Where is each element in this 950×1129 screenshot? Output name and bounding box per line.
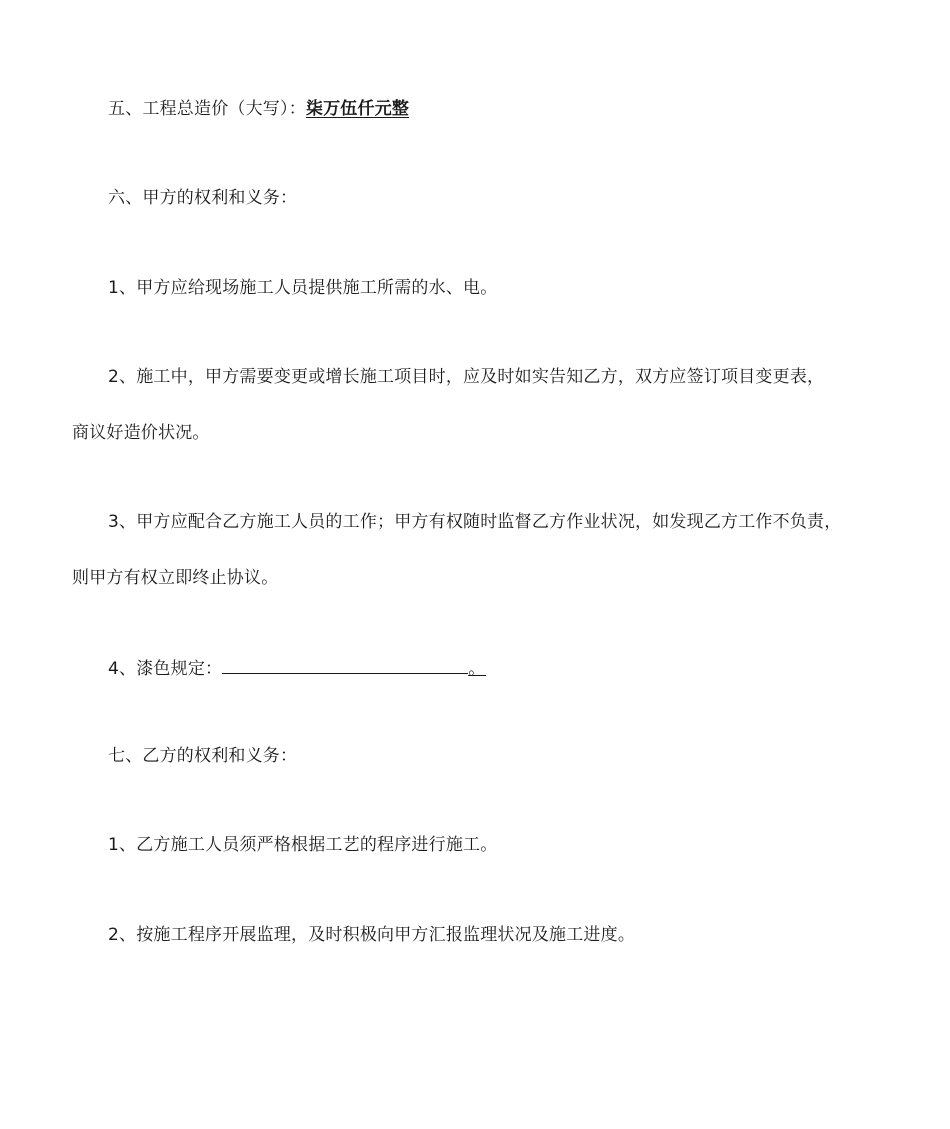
party-b-item-2: 2、按施工程序开展监理，及时积极向甲方汇报监理状况及施工进度。 [108,925,636,945]
party-a-item-1: 1、甲方应给现场施工人员提供施工所需的水、电。 [108,278,498,298]
party-a-item-3-line-1: 3、甲方应配合乙方施工人员的工作；甲方有权随时监督乙方作业状况，如发现乙方工作不负责， [108,512,842,532]
paint-color-blank [222,655,468,674]
paint-color-line [108,655,892,681]
party-b-heading: 七、乙方的权利和义务： [108,746,298,766]
party-a-item-3-line-2: 则甲方有权立即终止协议。 [72,568,279,588]
party-a-item-2-line-2: 商议好造价状况。 [72,423,210,443]
total-price-value: 柒万伍仟元整 [305,99,410,119]
total-price-label: 五、工程总造价（大写）： [108,99,306,119]
party-a-heading: 六、甲方的权利和义务： [108,188,298,208]
paint-color-end: 。 [468,659,486,679]
party-b-item-1: 1、乙方施工人员须严格根据工艺的程序进行施工。 [108,835,498,855]
total-price-line [108,97,892,121]
paint-color-label: 4、漆色规定： [108,659,223,679]
party-a-item-2-line-1: 2、施工中，甲方需要变更或增长施工项目时，应及时如实告知乙方，双方应签订项目变更表， [108,367,825,387]
